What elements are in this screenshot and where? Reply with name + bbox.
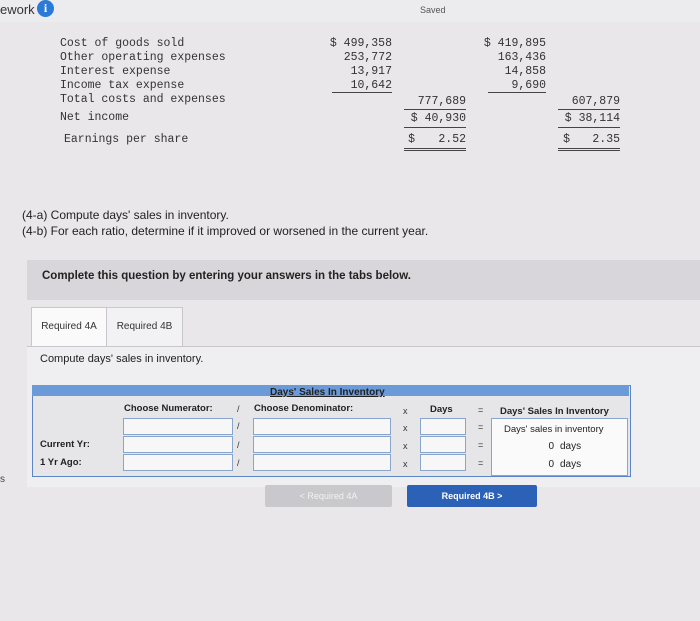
divider	[404, 148, 466, 149]
label-interest-expense: Interest expense	[60, 65, 171, 78]
result-prior-value: 0	[548, 459, 554, 470]
denominator-header: Choose Denominator:	[254, 403, 354, 414]
row-label-prior: 1 Yr Ago:	[40, 457, 82, 468]
divide-symbol: /	[237, 404, 240, 414]
times-symbol: x	[403, 423, 408, 433]
prior-interest: 14,858	[504, 65, 546, 78]
numerator-current-input[interactable]	[123, 436, 233, 453]
prev-button[interactable]: < Required 4A	[265, 485, 392, 507]
equals-symbol: =	[478, 458, 484, 468]
current-income-tax: 10,642	[350, 79, 392, 92]
current-cogs: $ 499,358	[329, 37, 392, 50]
numerator-header: Choose Numerator:	[124, 403, 213, 414]
days-prior-input[interactable]	[420, 454, 466, 471]
divider	[558, 150, 620, 151]
result-subheader: Days' sales in inventory	[504, 424, 604, 435]
days-header-input[interactable]	[420, 418, 466, 435]
divide-symbol: /	[237, 458, 240, 468]
tab-required-4b[interactable]: Required 4B	[106, 307, 183, 349]
prior-net-income: $ 38,114	[564, 112, 620, 125]
row-label-current: Current Yr:	[40, 439, 90, 450]
divide-symbol: /	[237, 440, 240, 450]
info-icon[interactable]: i	[37, 0, 54, 17]
label-income-tax: Income tax expense	[60, 79, 185, 92]
prior-eps-sign: $	[563, 133, 570, 146]
question-4a: (4-a) Compute days' sales in inventory.	[22, 208, 229, 222]
table-title: Days' Sales In Inventory	[270, 387, 385, 398]
divide-symbol: /	[237, 421, 240, 431]
divider	[558, 127, 620, 128]
equals-symbol: =	[478, 405, 484, 415]
times-symbol: x	[403, 406, 408, 416]
prior-other-expenses: 163,436	[497, 51, 546, 64]
label-net-income: Net income	[60, 111, 130, 124]
label-total-costs: Total costs and expenses	[60, 93, 226, 106]
saved-status: Saved	[420, 5, 446, 15]
result-current-value: 0	[548, 441, 554, 452]
prior-cogs: $ 419,895	[483, 37, 546, 50]
label-eps: Earnings per share	[64, 133, 189, 146]
current-eps: 2.52	[438, 133, 466, 146]
equals-symbol: =	[478, 422, 484, 432]
times-symbol: x	[403, 459, 408, 469]
instructions-text: Complete this question by entering your answers in the tabs below.	[42, 270, 411, 282]
divider	[488, 92, 546, 93]
current-eps-sign: $	[408, 133, 415, 146]
equals-symbol: =	[478, 440, 484, 450]
prior-eps: 2.35	[592, 133, 620, 146]
next-button[interactable]: Required 4B >	[407, 485, 537, 507]
result-header: Days' Sales In Inventory	[500, 406, 609, 417]
side-text: s	[0, 474, 5, 485]
page-title: ework	[0, 2, 35, 17]
divider	[404, 127, 466, 128]
label-other-expenses: Other operating expenses	[60, 51, 226, 64]
denominator-current-input[interactable]	[253, 436, 391, 453]
days-header: Days	[430, 404, 453, 415]
days-current-input[interactable]	[420, 436, 466, 453]
divider	[558, 148, 620, 149]
numerator-header-input[interactable]	[123, 418, 233, 435]
question-4b: (4-b) For each ratio, determine if it improved or worsened in the current year.	[22, 224, 429, 238]
divider	[404, 109, 466, 110]
divider	[558, 109, 620, 110]
tab-required-4a[interactable]: Required 4A	[31, 307, 107, 349]
prior-total: 607,879	[571, 95, 620, 108]
current-net-income: $ 40,930	[410, 112, 466, 125]
prior-income-tax: 9,690	[511, 79, 546, 92]
denominator-prior-input[interactable]	[253, 454, 391, 471]
result-prior-unit: days	[560, 459, 582, 470]
current-interest: 13,917	[350, 65, 392, 78]
divider	[332, 92, 392, 93]
divider	[404, 150, 466, 151]
current-other-expenses: 253,772	[343, 51, 392, 64]
current-total: 777,689	[417, 95, 466, 108]
subquestion-text: Compute days' sales in inventory.	[40, 353, 204, 365]
times-symbol: x	[403, 441, 408, 451]
result-current-unit: days	[560, 441, 582, 452]
numerator-prior-input[interactable]	[123, 454, 233, 471]
denominator-header-input[interactable]	[253, 418, 391, 435]
label-cogs: Cost of goods sold	[60, 37, 185, 50]
top-bar	[0, 0, 700, 22]
